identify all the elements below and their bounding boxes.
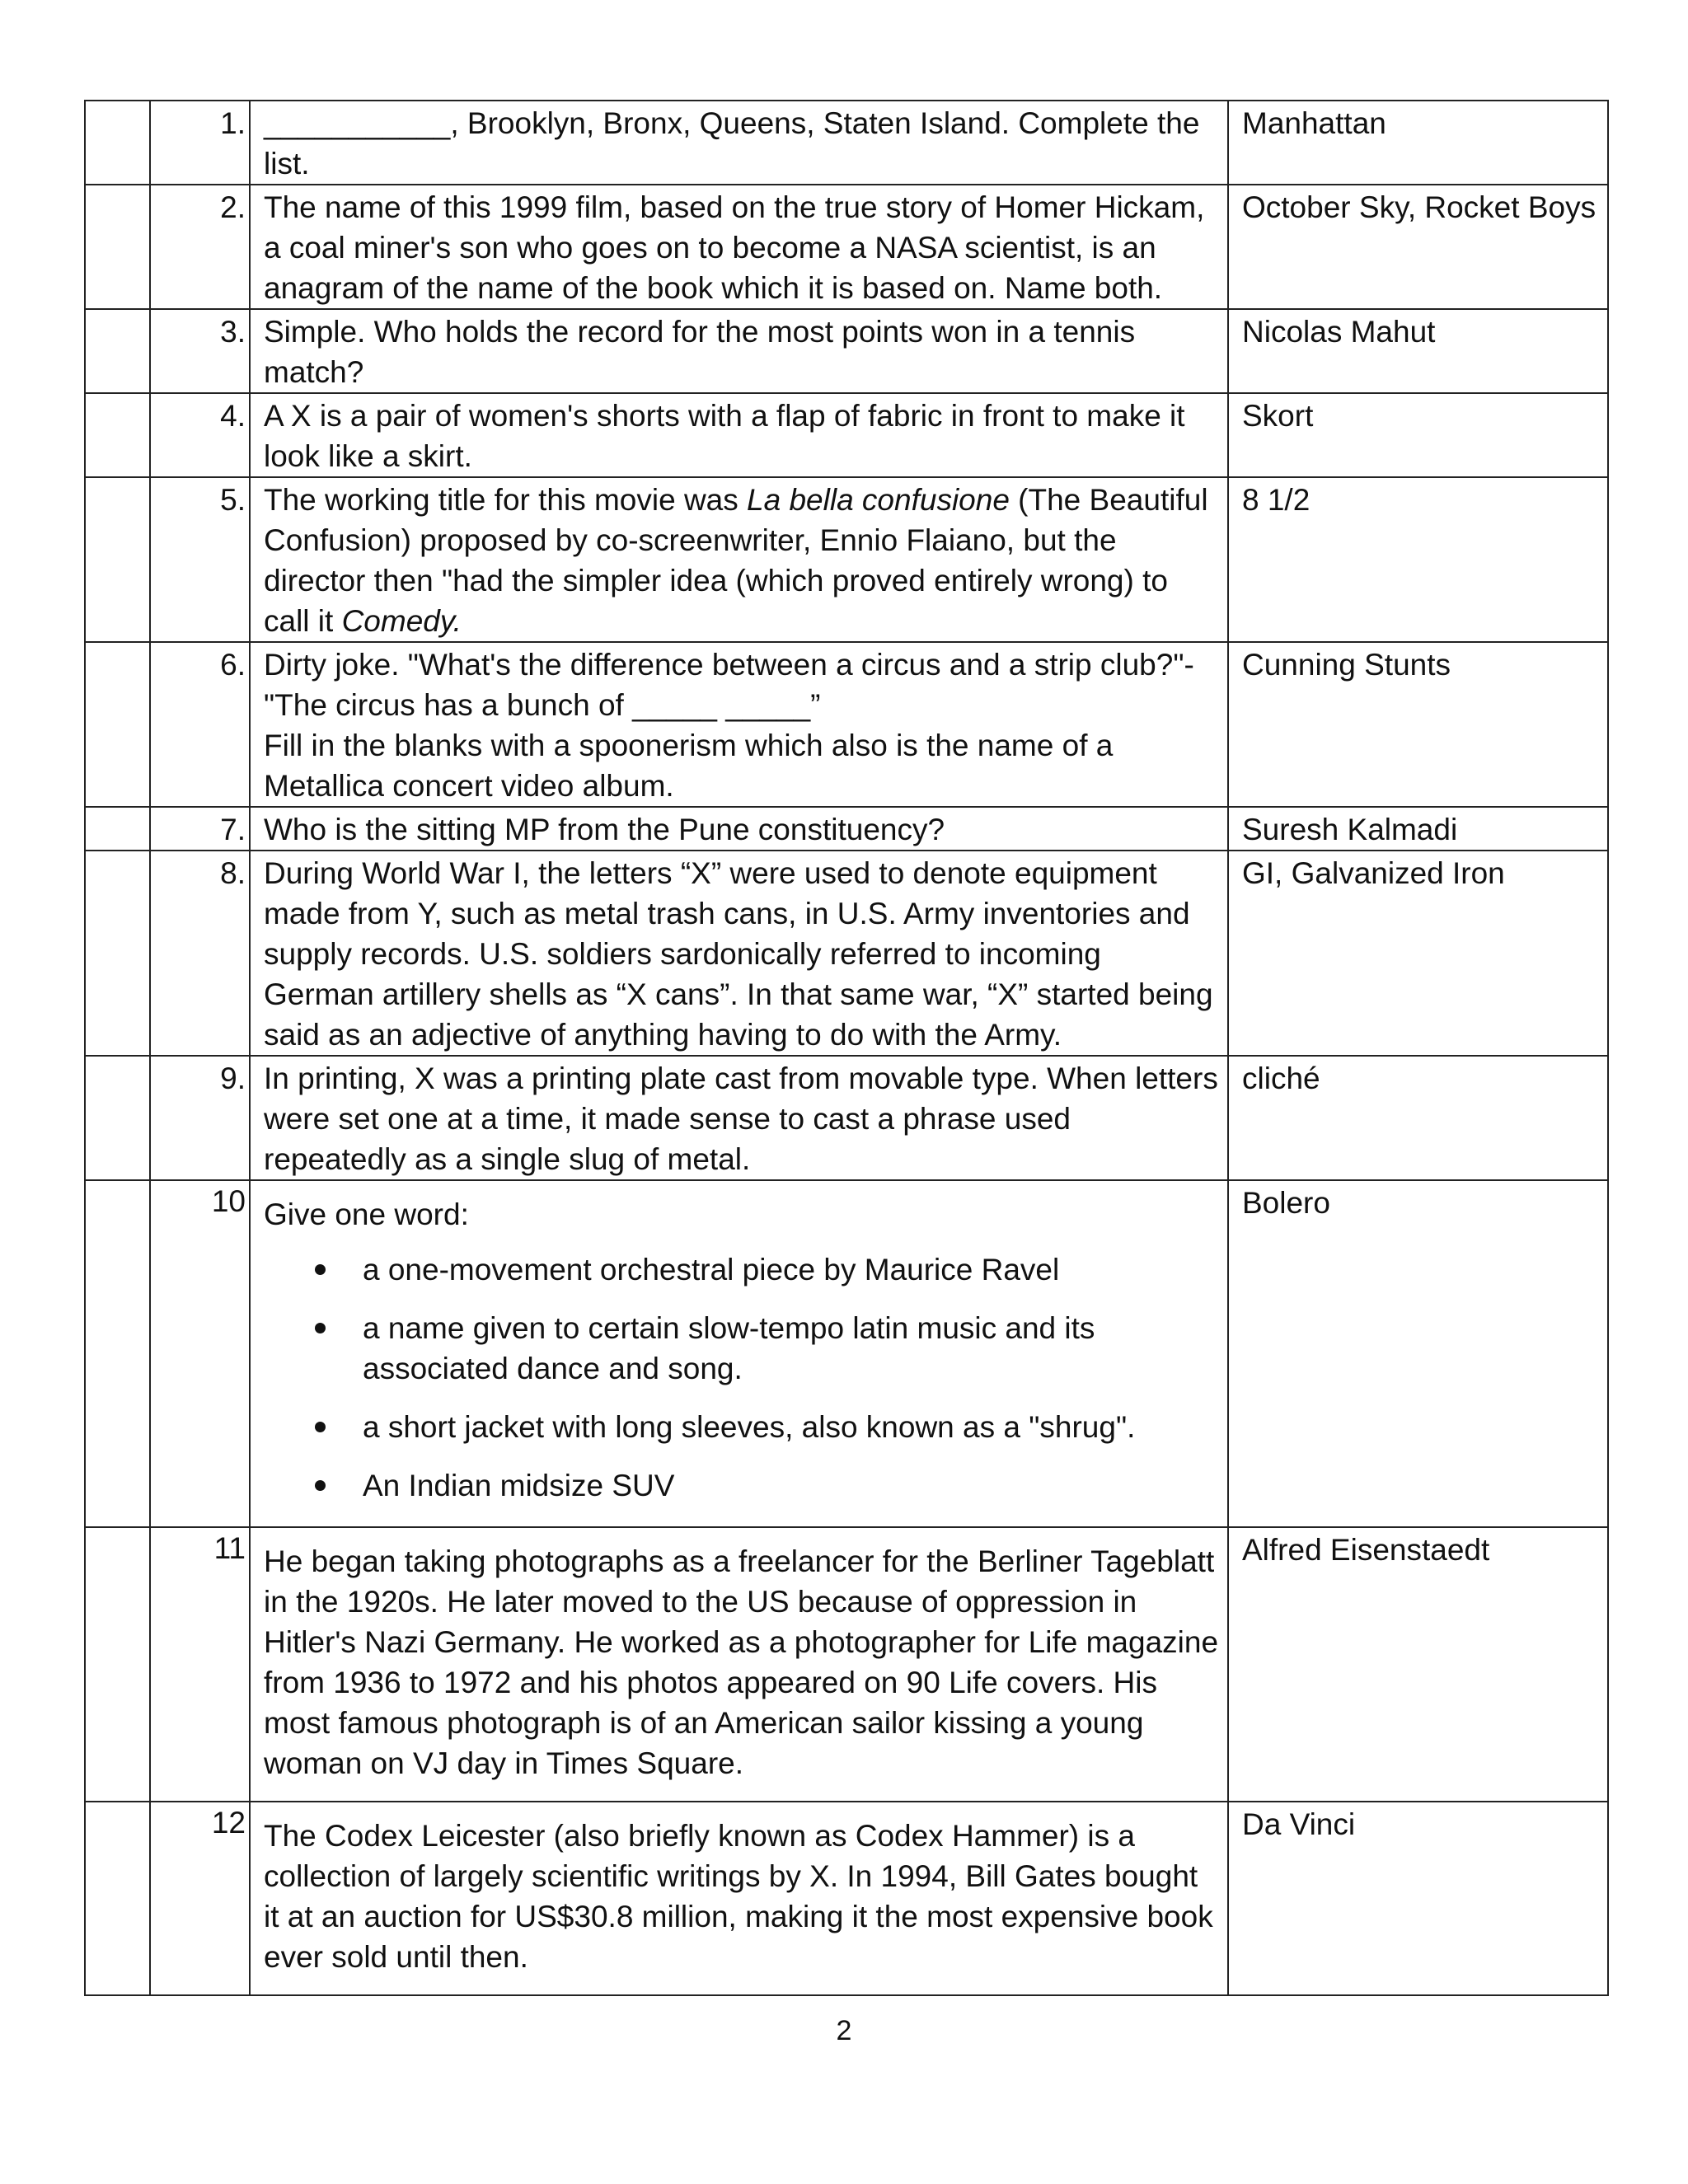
- question-number: 7.: [150, 807, 250, 851]
- list-item: a name given to certain slow-tempo latin music and its associated dance and song.: [363, 1308, 1219, 1389]
- question-number: 9.: [150, 1056, 250, 1180]
- list-item: An Indian midsize SUV: [363, 1465, 1219, 1506]
- table-row: [85, 393, 1608, 477]
- answer-text: Da Vinci: [1228, 1802, 1608, 1995]
- blank-cell: [85, 1527, 150, 1802]
- question-text: [250, 101, 1228, 185]
- question-italic-title: Comedy.: [341, 604, 462, 638]
- list-item: a one-movement orchestral piece by Maurice Ravel: [363, 1249, 1219, 1290]
- question-number: 6.: [150, 642, 250, 807]
- answer-text: Alfred Eisenstaedt: [1228, 1527, 1608, 1802]
- question-paragraph: Who is the sitting MP from the Pune constituency?: [264, 813, 945, 846]
- question-number: 5.: [150, 477, 250, 642]
- question-text: [250, 393, 1228, 477]
- table-row: [85, 1527, 1608, 1802]
- question-number: 11: [150, 1527, 250, 1802]
- answer-text: Manhattan: [1228, 101, 1608, 185]
- question-number: 10: [150, 1180, 250, 1527]
- blank-cell: [85, 185, 150, 309]
- table-row: [85, 851, 1608, 1056]
- question-text-part: The working title for this movie was: [264, 483, 748, 517]
- question-text: [250, 1527, 1228, 1802]
- question-number: 1.: [150, 101, 250, 185]
- blank-cell: [85, 1056, 150, 1180]
- page-number: 2: [836, 2015, 852, 2046]
- question-number: 4.: [150, 393, 250, 477]
- question-number: 2.: [150, 185, 250, 309]
- answer-text: cliché: [1228, 1056, 1608, 1180]
- question-paragraph: Fill in the blanks with a spoonerism which also is the name of a Metallica concert video album.: [264, 729, 1114, 803]
- table-row: [85, 642, 1608, 807]
- bullet-list: [264, 1249, 1219, 1506]
- answer-text: Bolero: [1228, 1180, 1608, 1527]
- question-paragraph: Simple. Who holds the record for the most points won in a tennis match?: [264, 315, 1136, 389]
- question-text: [250, 477, 1228, 642]
- blank-cell: [85, 101, 150, 185]
- question-text: [250, 185, 1228, 309]
- answer-text: October Sky, Rocket Boys: [1228, 185, 1608, 309]
- table-row: [85, 309, 1608, 393]
- list-item: a short jacket with long sleeves, also known as a "shrug".: [363, 1407, 1219, 1447]
- question-text: [250, 642, 1228, 807]
- question-text: [250, 309, 1228, 393]
- blank-cell: [85, 1802, 150, 1995]
- question-paragraph: He began taking photographs as a freelancer for the Berliner Tageblatt in the 1920s. He later moved to the US because of oppression in Hitler's Nazi Germany. He worked as a photographer for Life magazine from 1936 to 1972 and his photos appeared on 90 Life covers. His most famous photograph is of an American sailor kissing a young woman on VJ day in Times Square.: [264, 1544, 1219, 1780]
- question-text: [250, 1802, 1228, 1995]
- question-text: [250, 1180, 1228, 1527]
- table-row: [85, 1056, 1608, 1180]
- question-intro: Give one word:: [264, 1197, 469, 1231]
- question-italic-title: La bella confusione: [747, 483, 1010, 517]
- question-paragraph: A X is a pair of women's shorts with a flap of fabric in front to make it look like a skirt.: [264, 399, 1185, 473]
- question-paragraph: Dirty joke. "What's the difference between a circus and a strip club?"- "The circus has a bunch of _____ _____”: [264, 648, 1194, 722]
- blank-cell: [85, 477, 150, 642]
- table-row: [85, 1180, 1608, 1527]
- blank-cell: [85, 309, 150, 393]
- question-number: 12: [150, 1802, 250, 1995]
- question-number: 3.: [150, 309, 250, 393]
- question-paragraph: The Codex Leicester (also briefly known as Codex Hammer) is a collection of largely scientific writings by X. In 1994, Bill Gates bought it at an auction for US$30.8 million, making it the most expensive book ever sold until then.: [264, 1819, 1213, 1974]
- answer-text: Nicolas Mahut: [1228, 309, 1608, 393]
- quiz-table: [84, 100, 1609, 1996]
- table-row: [85, 477, 1608, 642]
- question-paragraph: During World War I, the letters “X” were used to denote equipment made from Y, such as metal trash cans, in U.S. Army inventories and supply records. U.S. soldiers sardonically referred to incoming German artillery shells as “X cans”. In that same war, “X” started being said as an adjective of anything having to do with the Army.: [264, 856, 1213, 1052]
- answer-text: Cunning Stunts: [1228, 642, 1608, 807]
- question-text: [250, 851, 1228, 1056]
- table-row: [85, 1802, 1608, 1995]
- blank-cell: [85, 807, 150, 851]
- blank-cell: [85, 642, 150, 807]
- answer-text: Suresh Kalmadi: [1228, 807, 1608, 851]
- table-row: [85, 101, 1608, 185]
- answer-text: 8 1/2: [1228, 477, 1608, 642]
- answer-text: Skort: [1228, 393, 1608, 477]
- question-paragraph: ___________, Brooklyn, Bronx, Queens, Staten Island. Complete the list.: [264, 106, 1200, 180]
- table-row: [85, 807, 1608, 851]
- question-text: [250, 807, 1228, 851]
- question-text-part: (The Beautiful Confusion) proposed by co-screenwriter, Ennio Flaiano, but the director then "had the simpler idea (which proved entirely wrong) to call it: [264, 483, 1208, 638]
- blank-cell: [85, 393, 150, 477]
- question-number: 8.: [150, 851, 250, 1056]
- blank-cell: [85, 851, 150, 1056]
- table-row: [85, 185, 1608, 309]
- question-paragraph: In printing, X was a printing plate cast from movable type. When letters were set one at a time, it made sense to cast a phrase used repeatedly as a single slug of metal.: [264, 1062, 1218, 1176]
- question-paragraph: The name of this 1999 film, based on the true story of Homer Hickam, a coal miner's son who goes on to become a NASA scientist, is an anagram of the name of the book which it is based on. Name both.: [264, 190, 1205, 305]
- blank-cell: [85, 1180, 150, 1527]
- question-text: [250, 1056, 1228, 1180]
- answer-text: GI, Galvanized Iron: [1228, 851, 1608, 1056]
